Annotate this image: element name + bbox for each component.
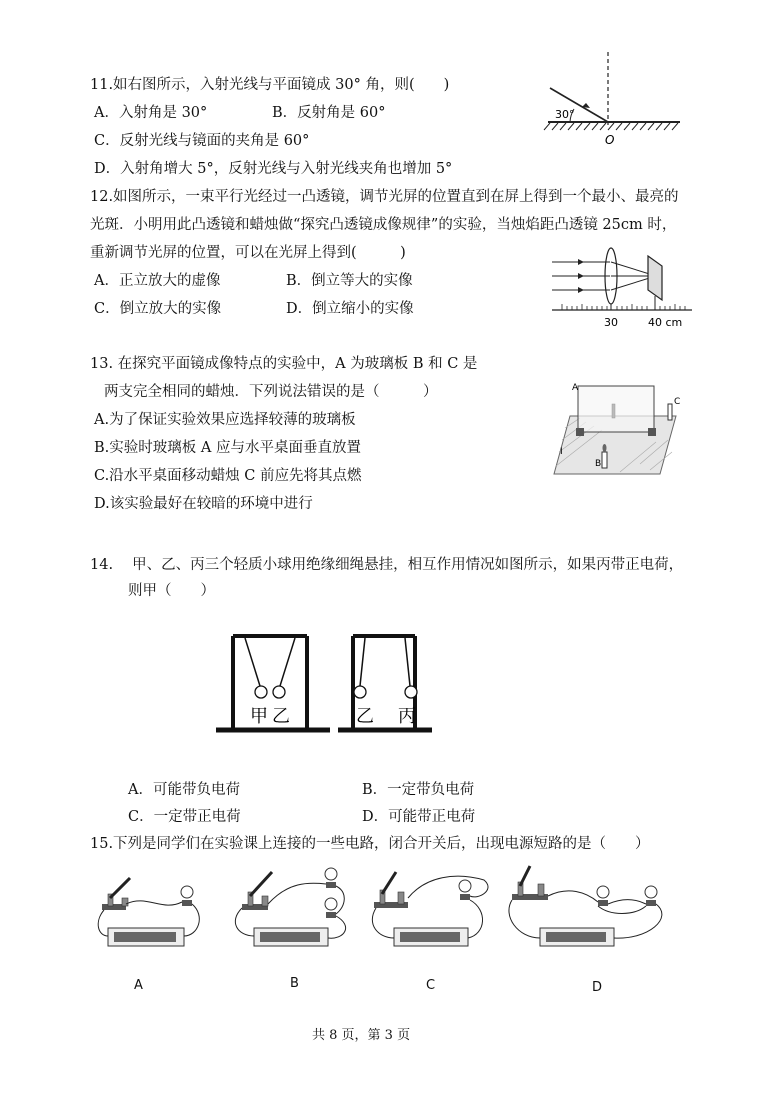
q13-option-a: A.为了保证实验效果应选择较薄的玻璃板 <box>94 412 356 428</box>
q15-label-c: C <box>426 978 436 993</box>
q12-option-a: A．正立放大的虚像 <box>94 273 221 289</box>
q12-stem-line3: 重新调节光屏的位置，可以在光屏上得到( ) <box>90 245 406 261</box>
q15-circuit-b <box>228 862 362 962</box>
q15-circuit-c <box>366 862 496 962</box>
q14-stem-line2: 则甲（ ） <box>128 583 215 599</box>
page-footer: 共 8 页，第 3 页 <box>312 1028 411 1043</box>
q12-option-c: C．倒立放大的实像 <box>94 301 222 317</box>
q15-stem: 15.下列是同学们在实验课上连接的一些电路，闭合开关后，出现电源短路的是（ ） <box>90 836 650 852</box>
q11-option-a: A．入射角是 30° <box>94 105 208 121</box>
q15-label-d: D <box>592 980 603 995</box>
q11-mirror-figure <box>540 50 690 150</box>
q14-option-d: D．可能带正电荷 <box>362 809 476 825</box>
q15-circuit-a <box>92 872 222 962</box>
q14-label-bing: 丙 <box>398 706 416 727</box>
q14-option-c: C．一定带正电荷 <box>128 809 241 825</box>
q14-label-yi-right: 乙 <box>356 706 374 727</box>
q13-label-i: I <box>560 447 563 457</box>
q13-stem-line1: 13. 在探究平面镜成像特点的实验中，A 为玻璃板 B 和 C 是 <box>90 356 478 372</box>
q12-option-b: B．倒立等大的实像 <box>286 273 413 289</box>
q14-option-b: B．一定带负电荷 <box>362 782 475 798</box>
q14-label-yi-left: 乙 <box>272 706 290 727</box>
q13-option-b: B.实验时玻璃板 A 应与水平桌面垂直放置 <box>94 440 361 456</box>
q12-ruler-label-30: 30 <box>604 316 618 329</box>
q12-stem-line2: 光斑．小明用此凸透镜和蜡烛做“探究凸透镜成像规律”的实验，当烛焰距凸透镜 25cm 时， <box>90 217 677 233</box>
q14-charged-balls-figure <box>210 630 460 745</box>
q12-option-d: D．倒立缩小的实像 <box>286 301 414 317</box>
q12-lens-figure <box>548 238 698 333</box>
q11-option-b: B．反射角是 60° <box>272 105 386 121</box>
q11-angle-label: 30° <box>555 108 575 121</box>
q14-option-a: A．可能带负电荷 <box>128 782 240 798</box>
q11-option-d: D．入射角增大 5°，反射光线与入射光线夹角也增加 5° <box>94 161 453 177</box>
q13-mirror-experiment-figure <box>550 378 690 478</box>
q13-label-c: C <box>674 397 681 407</box>
q12-ruler-label-40: 40 cm <box>648 316 683 329</box>
q15-label-b: B <box>290 976 299 991</box>
q13-option-d: D.该实验最好在较暗的环境中进行 <box>94 496 313 512</box>
q15-circuit-d <box>498 862 678 962</box>
q12-stem-line1: 12.如图所示，一束平行光经过一凸透镜，调节光屏的位置直到在屏上得到一个最小、最亮的 <box>90 189 679 205</box>
q13-option-c: C.沿水平桌面移动蜡烛 C 前应先将其点燃 <box>94 468 362 484</box>
q13-label-b: B <box>595 459 602 469</box>
q11-stem: 11.如右图所示，入射光线与平面镜成 30° 角，则( ) <box>90 77 450 93</box>
q14-label-jia: 甲 <box>250 706 268 727</box>
q11-point-label: O <box>605 133 615 147</box>
q13-label-a: A <box>572 383 579 393</box>
q11-option-c: C．反射光线与镜面的夹角是 60° <box>94 133 310 149</box>
q14-stem-line1: 14. 甲、乙、丙三个轻质小球用绝缘细绳悬挂，相互作用情况如图所示，如果丙带正电荷， <box>90 557 684 573</box>
q15-label-a: A <box>134 978 143 993</box>
q13-stem-line2: 两支完全相同的蜡烛．下列说法错误的是（ ） <box>104 384 438 400</box>
